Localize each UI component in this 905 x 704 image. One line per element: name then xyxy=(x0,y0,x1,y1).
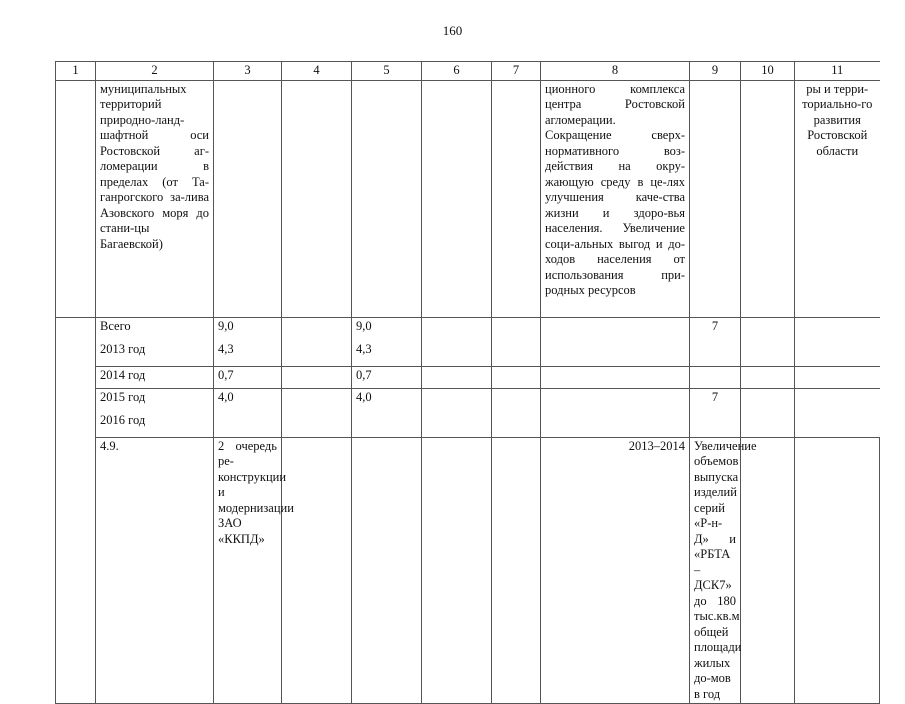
funding-value-cell: 4,0 xyxy=(214,388,282,437)
table-cell xyxy=(422,388,492,437)
table-cell xyxy=(492,388,541,437)
table-cell xyxy=(352,437,422,704)
funding-label: Всего xyxy=(100,318,131,333)
table-cell xyxy=(56,317,96,704)
result-description-cell: Увеличение объемов выпуска изделий серий «Р-н-Д» и «РБТА – ДСК7» до 180 тыс.кв.м общей площади жилых до-мов в год xyxy=(690,437,741,704)
funding-row-2014 xyxy=(56,366,880,388)
funding-value-cell: 0,7 xyxy=(352,366,422,388)
funding-label: 2016 год xyxy=(100,412,146,427)
funding-total-cell xyxy=(214,317,282,366)
table-cell xyxy=(282,317,352,366)
table-cell xyxy=(282,437,352,704)
funding-row-total xyxy=(56,317,880,366)
project-name-cell: муниципальных территорий природно-ланд-шафтной оси Ростовской аг-ломерации в пределах (от Та-ганрогского за-лива Азовского моря до стани-цы Багаевской) xyxy=(96,80,214,317)
header-cell: 3 xyxy=(214,62,282,81)
funding-value: 9,0 xyxy=(356,318,372,333)
table-cell xyxy=(214,80,282,317)
funding-label: 2013 год xyxy=(100,341,146,356)
table-cell xyxy=(282,388,352,437)
funding-value: 9,0 xyxy=(218,318,234,333)
header-cell: 9 xyxy=(690,62,741,81)
funding-regional-cell xyxy=(352,317,422,366)
header-cell: 11 xyxy=(795,62,880,81)
table-cell xyxy=(541,366,690,388)
table-cell xyxy=(492,317,541,366)
table-header-row xyxy=(56,62,880,81)
table-cell xyxy=(282,80,352,317)
table-cell xyxy=(492,437,541,704)
indicator-cell: 7 xyxy=(690,388,741,437)
header-cell: 5 xyxy=(352,62,422,81)
table-cell xyxy=(422,366,492,388)
funding-value-cell: 4,0 xyxy=(352,388,422,437)
header-cell: 6 xyxy=(422,62,492,81)
funding-label-cell: 2014 год xyxy=(96,366,214,388)
page-number: 160 xyxy=(442,23,463,38)
table-cell xyxy=(741,437,795,704)
funding-value: 4,3 xyxy=(218,341,234,356)
header-cell: 4 xyxy=(282,62,352,81)
table-cell xyxy=(741,80,795,317)
table-cell xyxy=(795,437,880,704)
header-cell: 1 xyxy=(56,62,96,81)
indicator-cell: 7 xyxy=(690,317,741,366)
header-cell: 8 xyxy=(541,62,690,81)
header-cell: 7 xyxy=(492,62,541,81)
table-cell xyxy=(422,437,492,704)
table-cell xyxy=(492,366,541,388)
funding-row-2015 xyxy=(56,388,880,437)
table-cell xyxy=(690,80,741,317)
table-cell xyxy=(541,317,690,366)
table-row-continued xyxy=(56,80,880,317)
row-number-cell: 4.9. xyxy=(96,437,214,704)
responsible-cell: ры и терри-ториально-го развития Ростовской области xyxy=(795,80,880,317)
program-table xyxy=(55,61,880,704)
header-cell: 2 xyxy=(96,62,214,81)
table-cell xyxy=(741,317,795,366)
table-cell xyxy=(282,366,352,388)
period-cell: 2013–2014 xyxy=(541,437,690,704)
table-cell xyxy=(795,366,880,388)
table-cell xyxy=(352,80,422,317)
funding-label-cell xyxy=(96,388,214,437)
funding-value: 4,3 xyxy=(356,341,372,356)
table-row-4-9 xyxy=(56,437,880,704)
table-cell xyxy=(795,317,880,366)
table-cell xyxy=(741,366,795,388)
table-cell xyxy=(795,388,880,437)
funding-label-cell xyxy=(96,317,214,366)
result-description-cell: ционного комплекса центра Ростовской агломерации. Сокращение сверх-нормативного воз-действия на окру-жающую среду в це-лях улучшения каче-ства жизни и здоро-вья населения. Увеличение соци-альных выгод и до-ходов населения от использования при-родных ресурсов xyxy=(541,80,690,317)
project-name-cell: 2 очередь ре-конструкции и модернизации ЗАО «ККПД» xyxy=(214,437,282,704)
table-cell xyxy=(541,388,690,437)
table-cell xyxy=(422,317,492,366)
table-cell xyxy=(690,366,741,388)
funding-label: 2015 год xyxy=(100,389,146,404)
table-cell xyxy=(422,80,492,317)
funding-value-cell: 0,7 xyxy=(214,366,282,388)
table-cell xyxy=(741,388,795,437)
header-cell: 10 xyxy=(741,62,795,81)
table-cell xyxy=(492,80,541,317)
table-cell xyxy=(56,80,96,317)
